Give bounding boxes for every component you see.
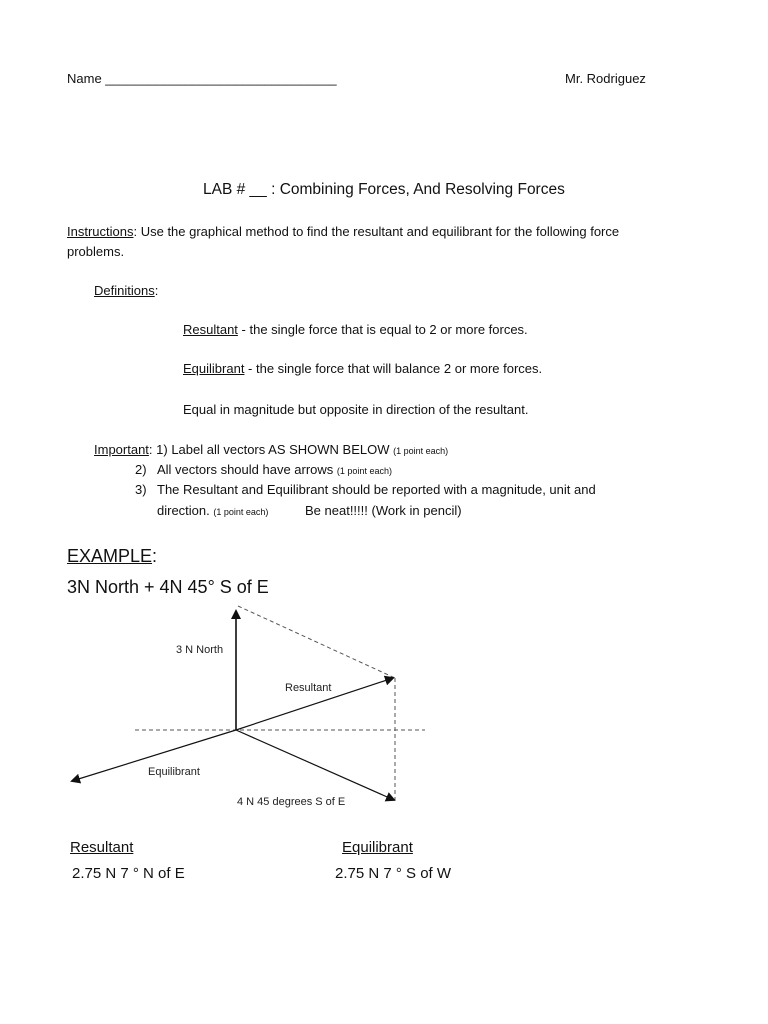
important-item1-points: (1 point each) (393, 446, 449, 456)
important-item2-points: (1 point each) (336, 466, 392, 476)
resultant-vector-label: Resultant (285, 682, 332, 694)
example-label: EXAMPLE (67, 546, 153, 566)
important-item2-num: 2) (135, 462, 147, 477)
instructions-line2: problems. (67, 244, 125, 259)
important-item2-text: All vectors should have arrows (157, 462, 337, 477)
equilibrant-note: Equal in magnitude but opposite in direction of the resultant. (183, 402, 529, 417)
important-item3-tail: Be neat!!!!! (Work in pencil) (305, 503, 462, 518)
resultant-heading-text: Resultant (70, 839, 134, 856)
page-title: LAB # __ : Combining Forces, And Resolving Forces (203, 181, 565, 198)
equilibrant-value: 2.75 N 7 ° S of W (335, 865, 452, 882)
instructions-label: Instructions (67, 224, 134, 239)
important-item3-num: 3) (135, 482, 147, 497)
name-field-label: Name ________________________________ (67, 71, 337, 86)
equilibrant-def-text: - the single force that will balance 2 or more forces. (244, 361, 543, 376)
equilibrant-heading-text: Equilibrant (342, 839, 413, 856)
important-item3-points: (1 point each) (213, 507, 269, 517)
example-problem: 3N North + 4N 45° S of E (67, 577, 269, 597)
se-vector-label: 4 N 45 degrees S of E (237, 796, 346, 808)
instructions-text: : Use the graphical method to find the resultant and equilibrant for the following force (133, 224, 620, 239)
equilibrant-heading (342, 839, 413, 856)
north-to-resultant-dashed (238, 606, 395, 678)
resultant-term: Resultant (183, 322, 238, 337)
important-item1-text: : 1) Label all vectors AS SHOWN BELOW (148, 442, 394, 457)
teacher-name: Mr. Rodriguez (565, 71, 646, 86)
example-colon: : (152, 546, 158, 566)
resultant-value: 2.75 N 7 ° N of E (72, 865, 185, 882)
north-vector-label: 3 N North (176, 644, 224, 656)
definitions-label: Definitions (94, 283, 155, 298)
resultant-heading (70, 839, 133, 856)
resultant-def-text: - the single force that is equal to 2 or more forces. (237, 322, 528, 337)
definitions-colon: : (154, 283, 159, 298)
equilibrant-vector-label: Equilibrant (148, 766, 200, 778)
equilibrant-term: Equilibrant (183, 361, 245, 376)
important-label: Important (94, 442, 149, 457)
important-item3-text: direction. (157, 503, 214, 518)
important-item3-line1: The Resultant and Equilibrant should be reported with a magnitude, unit and (157, 482, 596, 497)
se-vector (236, 730, 394, 800)
